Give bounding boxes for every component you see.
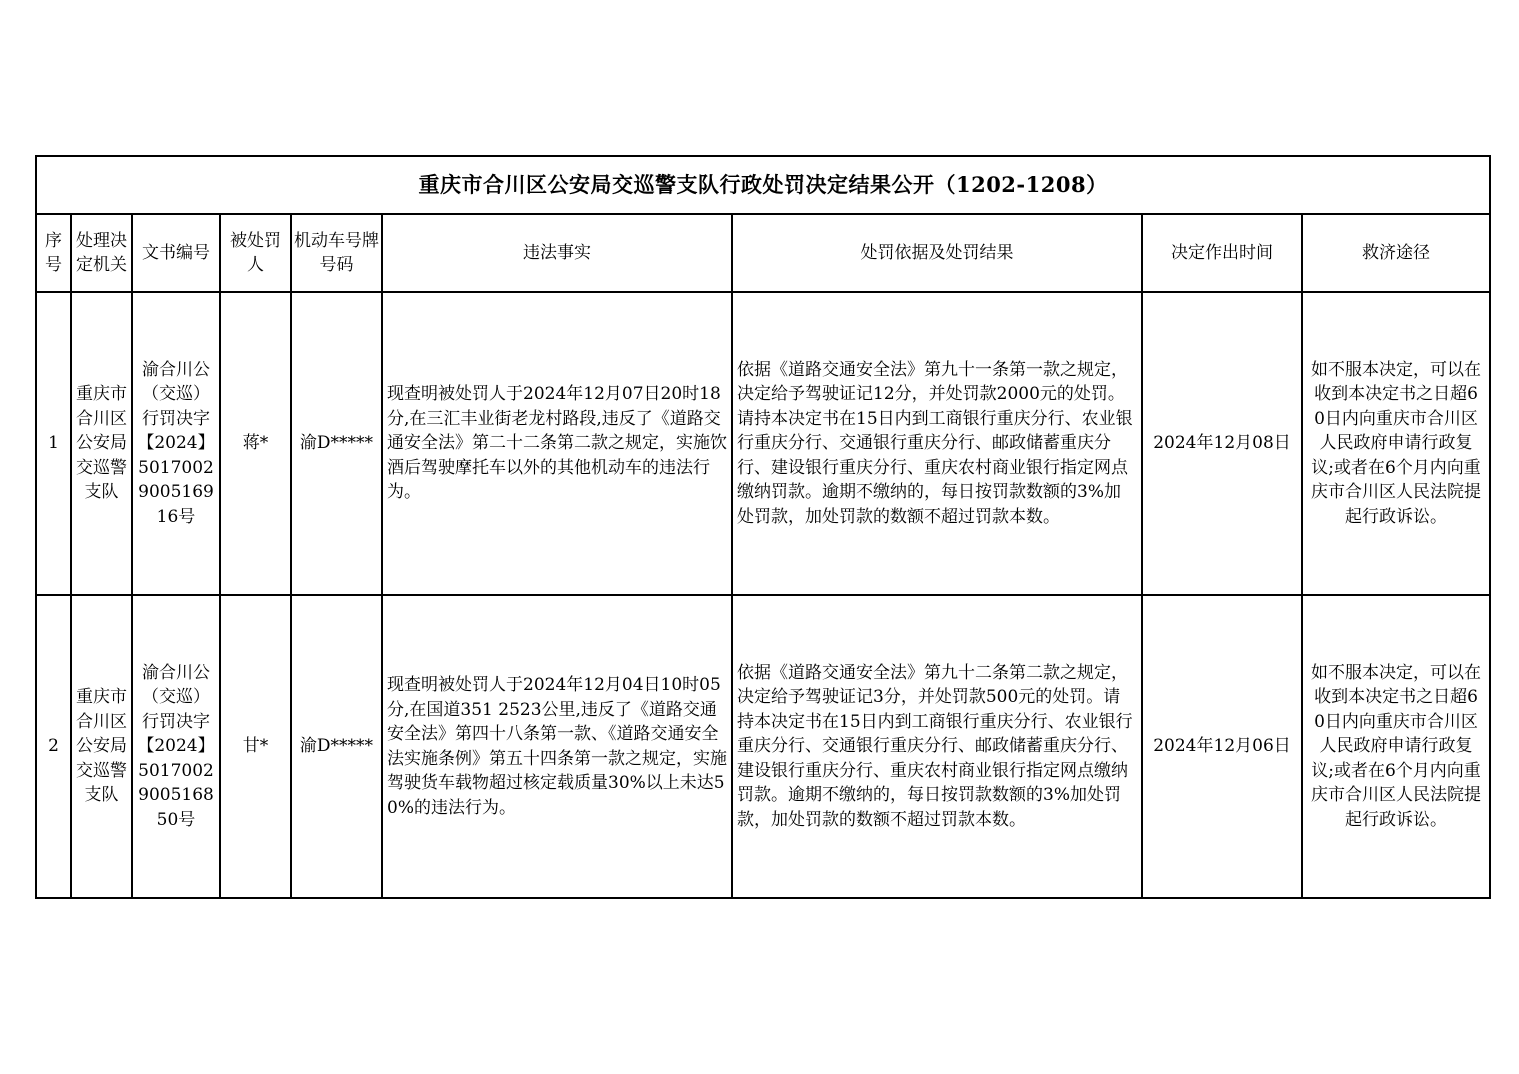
row-seq: 1: [36, 292, 71, 595]
row-plate: 渝D*****: [291, 292, 382, 595]
row-person: 蒋*: [220, 292, 291, 595]
row-facts: 现查明被处罚人于2024年12月04日10时05分,在国道351 2523公里,违反了《道路交通安全法》第四十八条第一款、《道路交通安全法实施条例》第五十四条第一款之规定，实施驾驶货车载物超过核定载质量30%以上未达50%的违法行为。: [382, 595, 732, 898]
table-row: [36, 595, 1490, 898]
row-facts: 现查明被处罚人于2024年12月07日20时18分,在三汇丰业街老龙村路段,违反了《道路交通安全法》第二十二条第二款之规定，实施饮酒后驾驶摩托车以外的其他机动车的违法行为。: [382, 292, 732, 595]
row-basis: 依据《道路交通安全法》第九十一条第一款之规定，决定给予驾驶证记12分，并处罚款2000元的处罚。请持本决定书在15日内到工商银行重庆分行、农业银行重庆分行、交通银行重庆分行、邮政储蓄重庆分行、建设银行重庆分行、重庆农村商业银行指定网点缴纳罚款。逾期不缴纳的，每日按罚款数额的3%加处罚款，加处罚款的数额不超过罚款本数。: [732, 292, 1142, 595]
header-authority: 处理决定机关: [71, 214, 132, 292]
header-remedy: 救济途径: [1302, 214, 1490, 292]
row-remedy: 如不服本决定，可以在收到本决定书之日超60日内向重庆市合川区人民政府申请行政复议;或者在6个月内向重庆市合川区人民法院提起行政诉讼。: [1302, 595, 1490, 898]
row-authority: 重庆市合川区公安局交巡警支队: [71, 292, 132, 595]
row-date: 2024年12月08日: [1142, 292, 1302, 595]
row-seq: 2: [36, 595, 71, 898]
row-doc-no: 渝合川公（交巡）行罚决字【2024】5017002900516850号: [132, 595, 220, 898]
row-person: 甘*: [220, 595, 291, 898]
header-plate: 机动车号牌号码: [291, 214, 382, 292]
table-title: 重庆市合川区公安局交巡警支队行政处罚决定结果公开（1202-1208）: [36, 156, 1490, 214]
header-basis: 处罚依据及处罚结果: [732, 214, 1142, 292]
header-person: 被处罚人: [220, 214, 291, 292]
header-row: [36, 214, 1490, 292]
header-seq: 序号: [36, 214, 71, 292]
table-row: [36, 292, 1490, 595]
row-date: 2024年12月06日: [1142, 595, 1302, 898]
header-doc-no: 文书编号: [132, 214, 220, 292]
row-doc-no: 渝合川公（交巡）行罚决字【2024】5017002900516916号: [132, 292, 220, 595]
header-date: 决定作出时间: [1142, 214, 1302, 292]
row-remedy: 如不服本决定，可以在收到本决定书之日超60日内向重庆市合川区人民政府申请行政复议;或者在6个月内向重庆市合川区人民法院提起行政诉讼。: [1302, 292, 1490, 595]
penalty-table: [35, 155, 1491, 899]
header-facts: 违法事实: [382, 214, 732, 292]
document-page: [35, 155, 1489, 899]
row-plate: 渝D*****: [291, 595, 382, 898]
row-authority: 重庆市合川区公安局交巡警支队: [71, 595, 132, 898]
row-basis: 依据《道路交通安全法》第九十二条第二款之规定，决定给予驾驶证记3分，并处罚款500元的处罚。请持本决定书在15日内到工商银行重庆分行、农业银行重庆分行、交通银行重庆分行、邮政储蓄重庆分行、建设银行重庆分行、重庆农村商业银行指定网点缴纳罚款。逾期不缴纳的，每日按罚款数额的3%加处罚款，加处罚款的数额不超过罚款本数。: [732, 595, 1142, 898]
